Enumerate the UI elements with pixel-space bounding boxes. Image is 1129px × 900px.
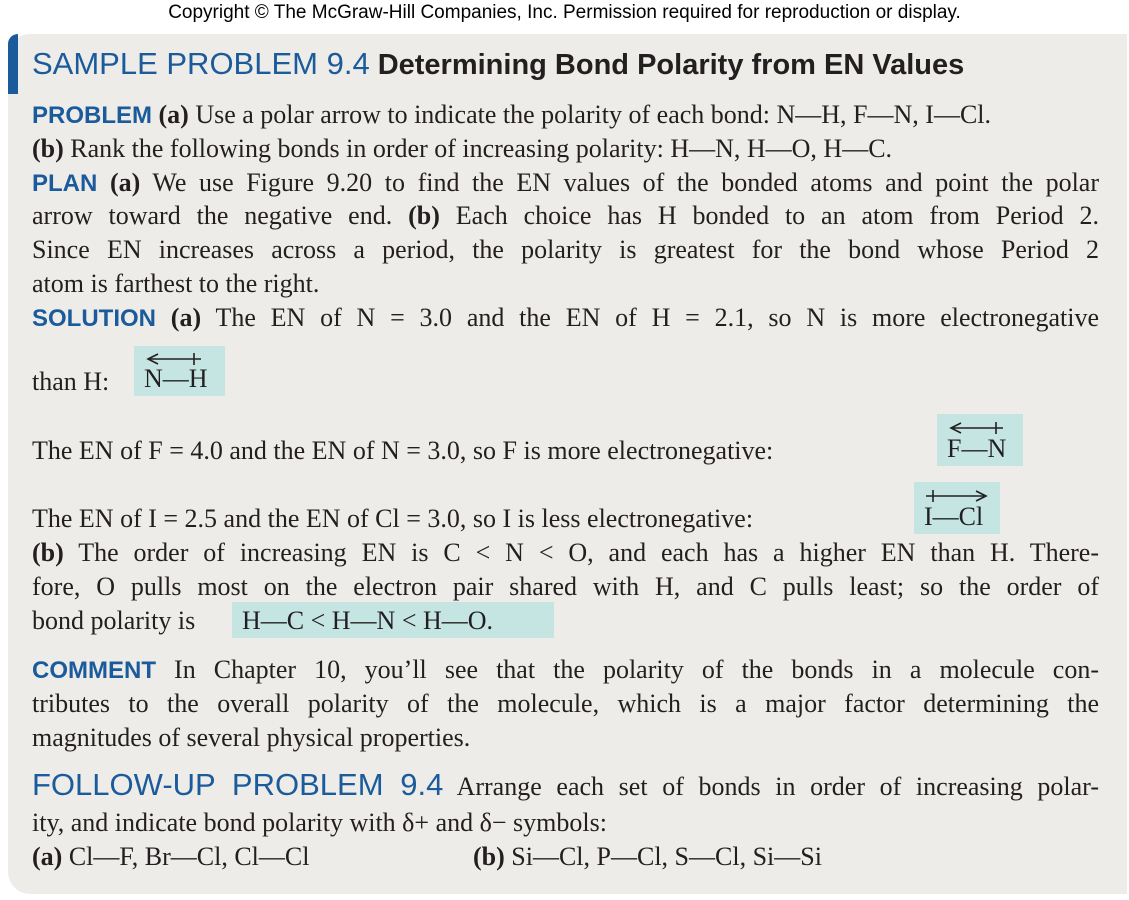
comment-line-2: tributes to the overall polarity of the molecule, which is a major factor determining the — [32, 689, 1099, 718]
solution-line-6: fore, O pulls most on the electron pair shared with H, and C pulls least; so the order of — [32, 572, 1099, 601]
bond-n-h-polar-arrow: N—H — [134, 346, 225, 396]
solution-line-4: The EN of I = 2.5 and the EN of Cl = 3.0, so I is less electronegative: — [32, 504, 754, 533]
solution-line-3: The EN of F = 4.0 and the EN of N = 3.0, so F is more electronegative: — [32, 436, 774, 465]
comment-line-3: magnitudes of several physical properties. — [32, 723, 471, 752]
heading-accent-bar — [8, 34, 18, 94]
plan-line-3: Since EN increases across a period, the polarity is greatest for the bond whose Period 2 — [32, 235, 1099, 264]
solution-line-1: SOLUTION (a) The EN of N = 3.0 and the EN of H = 2.1, so N is more electronegative — [32, 303, 1100, 332]
followup-part-b: (b) Si—Cl, P—Cl, S—Cl, Si—Si — [473, 842, 822, 871]
problem-line-1: PROBLEM (a) Use a polar arrow to indicate the polarity of each bond: N—H, F—N, I—Cl. — [32, 100, 992, 129]
page-title — [32, 46, 964, 82]
followup-line-2: ity, and indicate bond polarity with δ+ and δ− symbols: — [32, 808, 607, 837]
plan-line-1: PLAN (a) We use Figure 9.20 to find the EN values of the bonded atoms and point the polar — [32, 168, 1099, 197]
bond-f-n-polar-arrow: F—N — [937, 414, 1023, 466]
problem-line-2: (b) Rank the following bonds in order of increasing polarity: H—N, H—O, H—C. — [32, 134, 893, 163]
sample-problem-title: Determining Bond Polarity from EN Values — [377, 49, 965, 81]
sample-problem-number: SAMPLE PROBLEM 9.4 — [32, 46, 370, 81]
plan-line-4: atom is farthest to the right. — [32, 269, 320, 298]
comment-line-1: COMMENT In Chapter 10, you’ll see that the polarity of the bonds in a molecule con- — [32, 655, 1099, 684]
solution-line-2: than H: — [32, 367, 110, 396]
bond-polarity-order: H—C < H—N < H—O. — [232, 602, 554, 638]
copyright-notice: Copyright © The McGraw-Hill Companies, Inc. Permission required for reproduction or display. — [168, 2, 961, 23]
solution-line-7: bond polarity is — [32, 606, 196, 635]
followup-problem-number: FOLLOW-UP PROBLEM 9.4 — [32, 767, 444, 802]
plan-line-2: arrow toward the negative end. (b) Each choice has H bonded to an atom from Period 2. — [32, 201, 1100, 230]
bond-i-cl-polar-arrow: I—Cl — [914, 482, 1000, 534]
solution-line-5: (b) The order of increasing EN is C < N < O, and each has a higher EN than H. There- — [32, 538, 1099, 567]
followup-line-1: FOLLOW-UP PROBLEM 9.4 Arrange each set of bonds in order of increasing polar- — [32, 767, 1099, 802]
followup-part-a: (a) Cl—F, Br—Cl, Cl—Cl — [32, 842, 310, 871]
